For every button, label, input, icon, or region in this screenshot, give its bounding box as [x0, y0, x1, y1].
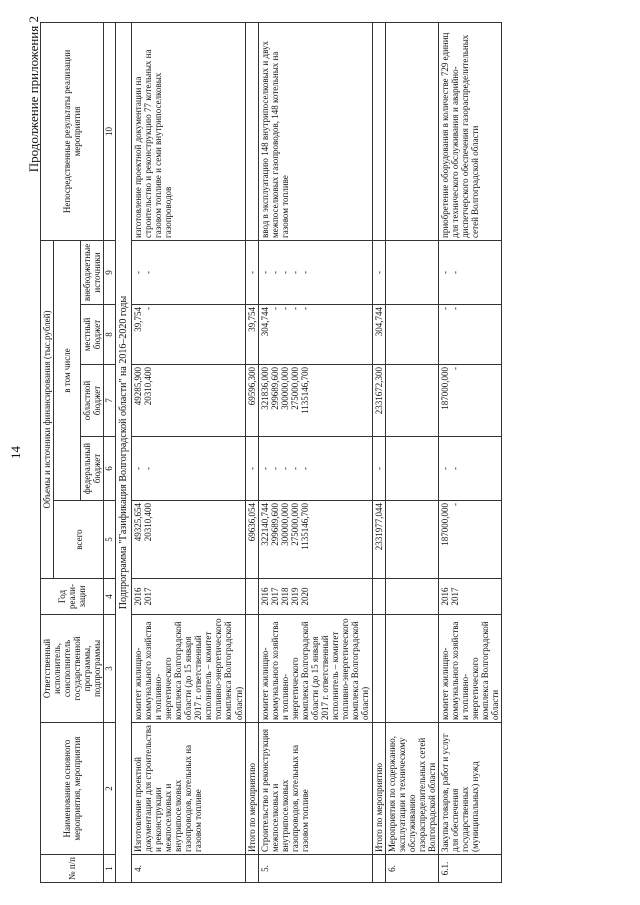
table-row: [385, 22, 438, 882]
row-name: Мероприятия по содержанию, эксплуатации и техническому обслуживанию газораспределительных сетей Волгоградской области: [385, 723, 438, 855]
row-result: изготовление проектной документации на строительство и реконструкцию 77 котельных на газовом топливе и семи внутрипоселковых газопроводов: [131, 22, 245, 240]
col-number: 9: [104, 240, 115, 304]
row-total: 49325,654 20310,400: [131, 501, 245, 579]
row-executor: комитет жилищно-коммунального хозяйства и топливно-энергетического комплекса Волгоградской области (до 15 января 2017 г. ответственный исполнитель – комитет топливно-энергетического комплекса Волгоградской области): [258, 615, 372, 723]
col-number: 4: [104, 579, 115, 615]
row-regional: 49285,900 20310,400: [131, 365, 245, 437]
row-total: [385, 501, 438, 579]
row-executor: комитет жилищно-коммунального хозяйства и топливно-энергетического комплекса Волгоградской области (до 15 января 2017 г. ответственный исполнитель – комитет топливно-энергетического комплекса Волгоградской области): [131, 615, 245, 723]
row-local: 304,744 - - - -: [258, 305, 372, 365]
row-offbudget: -: [245, 240, 258, 304]
col-number: 6: [104, 437, 115, 501]
header-finance: Объемы и источники финансирования (тыс.рублей): [41, 240, 54, 578]
subprogram-row: [115, 22, 131, 882]
header-year: Год реали-зации: [41, 579, 104, 615]
row-num: 6.: [385, 855, 438, 883]
row-federal: - -: [439, 437, 502, 501]
header-name: Наименование основного мероприятия, мероприятия: [41, 723, 104, 855]
row-result: [385, 22, 438, 240]
page-number: 14: [8, 446, 23, 459]
col-number: 7: [104, 365, 115, 437]
row-executor: [245, 615, 258, 723]
col-number: 10: [104, 22, 115, 240]
row-local: 39,754: [245, 305, 258, 365]
row-num: 6.1.: [439, 855, 502, 883]
row-num: [245, 855, 258, 883]
row-regional: 2331672,300: [372, 365, 385, 437]
program-table: [40, 22, 502, 883]
row-offbudget: - - - - -: [258, 240, 372, 304]
row-num: 4.: [131, 855, 245, 883]
row-offbudget: [385, 240, 438, 304]
row-executor: комитет жилищно-коммунального хозяйства и топливно-энергетического комплекса Волгоградской области: [439, 615, 502, 723]
header-local: местный бюджет: [81, 305, 104, 365]
row-offbudget: - -: [439, 240, 502, 304]
row-offbudget: - -: [131, 240, 245, 304]
table-row: [258, 22, 372, 882]
row-num: 5.: [258, 855, 372, 883]
row-federal: [385, 437, 438, 501]
continuation-note: Продолжение приложения 2: [26, 16, 41, 173]
row-federal: - - - - -: [258, 437, 372, 501]
column-numbers-row: [104, 22, 115, 882]
row-name: Итого по мероприятию: [245, 723, 258, 855]
row-years: [385, 579, 438, 615]
row-total: 322140,744 299689,600 300000,000 275000,000 1135146,700: [258, 501, 372, 579]
row-result: ввод в эксплуатацию 148 внутрипоселковых и двух межпоселковых газопроводов, 148 котельных на газовом топливе: [258, 22, 372, 240]
row-years: 2016 2017: [439, 579, 502, 615]
header-offbudget: внебюджетные источники: [81, 240, 104, 304]
row-executor: [372, 615, 385, 723]
header-executor: Ответственный исполнитель, соисполнитель государственной программы, подпрограммы: [41, 615, 104, 723]
row-result: приобретение оборудования в количестве 729 единиц для технического обслуживания и аварийно-диспетчерского обеспечения газораспределительных сетей Волгоградской области: [439, 22, 502, 240]
row-local: 39,754 -: [131, 305, 245, 365]
table-row: [372, 22, 385, 882]
row-name: Закупка товаров, работ и услуг для обеспечения государственных (муниципальных) нужд: [439, 723, 502, 855]
row-local: - -: [439, 305, 502, 365]
row-regional: 187000,000 -: [439, 365, 502, 437]
col-number: 3: [104, 615, 115, 723]
row-federal: - -: [131, 437, 245, 501]
row-regional: 69596,300: [245, 365, 258, 437]
row-num: [372, 855, 385, 883]
row-executor: [385, 615, 438, 723]
row-federal: -: [372, 437, 385, 501]
row-offbudget: -: [372, 240, 385, 304]
col-number: 2: [104, 723, 115, 855]
row-years: [372, 579, 385, 615]
col-number: 5: [104, 501, 115, 579]
header-including: в том числе: [54, 240, 81, 500]
row-name: Строительство и реконструкция межпоселковых и внутрипоселковых газопроводов, котельных на газовом топливе: [258, 723, 372, 855]
table-row: [439, 22, 502, 882]
row-federal: -: [245, 437, 258, 501]
row-name: Итого по мероприятию: [372, 723, 385, 855]
row-local: 304,744: [372, 305, 385, 365]
row-total: 69636,054: [245, 501, 258, 579]
row-name: Изготовление проектной документации для строительства и реконструкции межпоселковых и внутрипоселковых газопроводов, котельных на газовом топливе: [131, 723, 245, 855]
header-total: всего: [54, 501, 104, 579]
col-number: 8: [104, 305, 115, 365]
header-federal: федеральный бюджет: [81, 437, 104, 501]
row-local: [385, 305, 438, 365]
table-row: [245, 22, 258, 882]
row-years: [245, 579, 258, 615]
row-regional: [385, 365, 438, 437]
row-years: 2016 2017: [131, 579, 245, 615]
subprogram-title: Подпрограмма "Газификация Волгоградской области" на 2016–2020 годы: [115, 22, 131, 882]
col-number: 1: [104, 855, 115, 883]
header-num: № п/п: [41, 855, 104, 883]
row-years: 2016 2017 2018 2019 2020: [258, 579, 372, 615]
row-regional: 321836,000 299689,600 300000,000 275000,000 1135146,700: [258, 365, 372, 437]
header-regional: областной бюджет: [81, 365, 104, 437]
table-row: [131, 22, 245, 882]
row-total: 187000,000 -: [439, 501, 502, 579]
row-total: 2331977,044: [372, 501, 385, 579]
row-result: [372, 22, 385, 240]
header-results: Непосредственные результаты реализации мероприятия: [41, 22, 104, 240]
row-result: [245, 22, 258, 240]
